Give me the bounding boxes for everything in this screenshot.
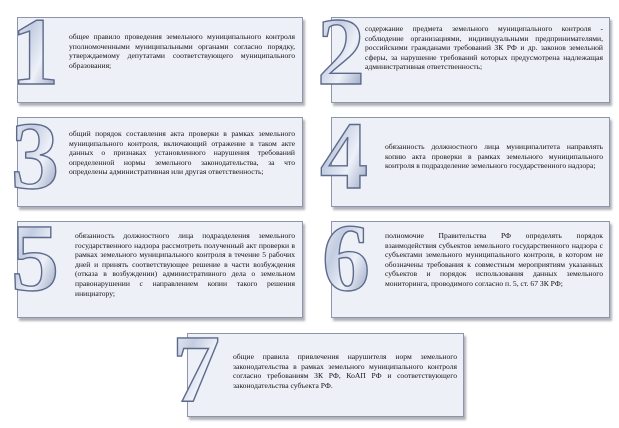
number-6-icon [314,204,378,311]
item-number-7: 7 [172,315,220,422]
item-text-4: обязанность должностного лица муниципалитета направлять копию акта проверки в рамках земельного муниципального контроля в подразделение земельного государственного надзора; [385,142,603,171]
item-text-2: содержание предмета земельного муниципального контроля - соблюдение организациями, индивидуальными предпринимателями, российскими гражданами требований ЗК РФ и др. законов земельной сферы, за нарушение требований которых предусмотрена надлежащая административная ответственность; [365,24,603,72]
item-text-5: обязанность должностного лица подразделения земельного государственного надзора рассмотреть полученный акт проверки в рамках земельного муниципального контроля в течение 5 рабочих дней и принять соответствующее решение в части возбуждения (отказа в возбуждении) административного дела о земельном правонарушении с направлением копии такого решения инициатору; [75,231,295,298]
number-5-icon [3,204,67,311]
number-3-icon [3,102,67,209]
item-number-3: 3 [11,102,59,209]
number-2-icon [309,0,373,105]
item-number-5: 5 [11,204,59,311]
item-text-7: общие правила привлечения нарушителя норм земельного законодательства в рамках земельного муниципального контроля согласно требованиям ЗК РФ, КоАП РФ и соответствующего законодательства субъекта РФ. [233,352,457,390]
item-text-3: общий порядок составления акта проверки в рамках земельного муниципального контроля, включающий отражение в таком акте данных о признаках установленного нарушения требований определенной нормы земельного законодательства, за что определены административная или другая ответственность; [69,129,295,177]
item-number-4: 4 [320,102,368,209]
item-number-6: 6 [322,204,370,311]
number-7-icon [164,315,228,422]
item-number-2: 2 [317,0,365,105]
item-text-1: общее правило проведения земельного муниципального контроля уполномоченными муниципальными органами согласно порядку, утверждаемому депутатами соответствующего муниципального образования; [69,32,295,70]
number-1-icon [3,0,67,105]
item-text-6: полномочие Правительства РФ определять порядок взаимодействия субъектов земельного государственного надзора с субъектами земельного муниципального контроля, в котором не обозначены требования к совместным мероприятиям указанных субъектов и порядок использования данных земельного мониторинга, проводимого согласно п. 5, ст. 67 ЗК РФ; [385,231,603,288]
number-4-icon [312,102,376,209]
item-number-1: 1 [11,0,59,105]
item-card-7 [187,333,464,417]
